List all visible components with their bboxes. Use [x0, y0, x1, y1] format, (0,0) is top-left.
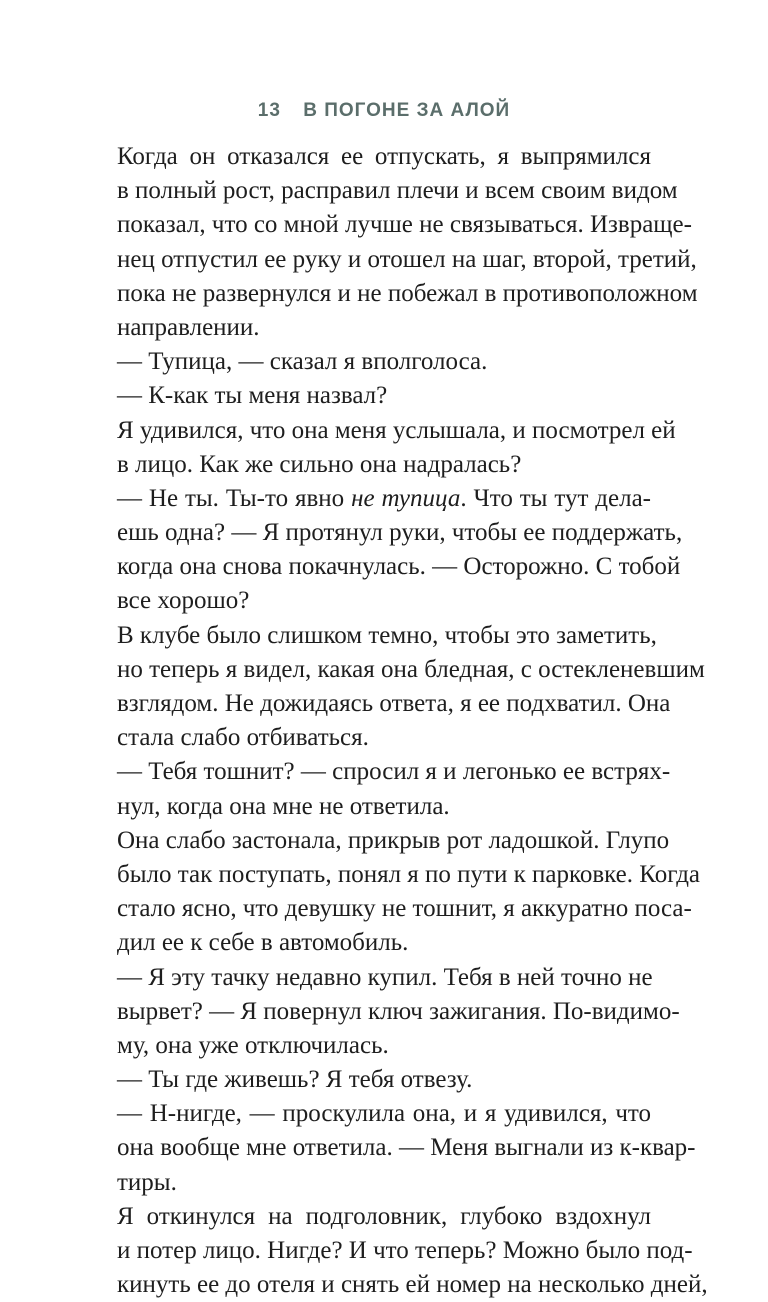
line-text: дил ее к себе в автомобиль. — [117, 929, 409, 957]
line-text: нец отпустил ее руку и отошел на шаг, второй, третий, — [117, 245, 697, 273]
text-line — [117, 448, 651, 482]
line-text: — Тебя тошнит? — спросил я и легонько ее встрях- — [117, 758, 671, 786]
line-text: — Я эту тачку недавно купил. Тебя в ней точно не — [117, 963, 653, 991]
line-text: когда она снова покачнулась. — Осторожно. С тобой — [117, 553, 681, 581]
text-line — [117, 961, 651, 995]
text-line — [117, 687, 671, 721]
line-text: — К-как ты меня назвал? — [117, 382, 388, 410]
line-text: ешь одна? — Я протянул руки, чтобы ее поддержать, — [117, 519, 683, 547]
line-text: Я удивился, что она меня услышала, и посмотрел ей — [117, 416, 676, 444]
text-line — [117, 1029, 651, 1063]
text-line — [117, 1200, 651, 1234]
text-line — [117, 1131, 696, 1165]
line-text: нул, когда она мне не ответила. — [117, 792, 450, 820]
text-line — [117, 584, 651, 618]
text-line — [117, 755, 671, 789]
body-text — [117, 140, 708, 1302]
line-text: в лицо. Как же сильно она надралась? — [117, 450, 522, 478]
text-line — [117, 721, 651, 755]
line-text: — Не ты. Ты-то явно — [117, 484, 352, 512]
text-line — [117, 482, 651, 516]
text-line — [117, 414, 676, 448]
line-text-continued: . Что ты тут дела- — [460, 484, 651, 512]
line-text: показал, что со мной лучше не связываться. Извраще- — [117, 211, 692, 239]
text-line — [117, 1097, 651, 1131]
emphasis-text: не тупица — [351, 484, 461, 512]
text-line — [117, 824, 670, 858]
text-line — [117, 277, 698, 311]
text-line — [117, 619, 657, 653]
line-text: Она слабо застонала, прикрыв рот ладошкой. Глупо — [117, 826, 670, 854]
line-text: — Тупица, — сказал я вполголоса. — [117, 348, 488, 376]
line-text: пока не развернулся и не побежал в противоположном — [117, 279, 698, 307]
text-line — [117, 1234, 693, 1268]
line-text: тиры. — [117, 1168, 177, 1196]
text-line — [117, 1268, 708, 1302]
text-line — [117, 995, 680, 1029]
text-line — [117, 243, 697, 277]
text-line — [117, 174, 678, 208]
line-text: в полный рост, расправил плечи и всем своим видом — [117, 177, 678, 205]
line-text: вырвет? — Я повернул ключ зажигания. По-видимо- — [117, 997, 680, 1025]
text-line — [117, 653, 705, 687]
line-text: Я откинулся на подголовник, глубоко вздохнул — [117, 1202, 651, 1230]
line-text: она вообще мне ответила. — Меня выгнали из к-квар- — [117, 1134, 696, 1162]
line-text: взглядом. Не дожидаясь ответа, я ее подхватил. Она — [117, 690, 671, 717]
line-text: му, она уже отключилась. — [117, 1031, 389, 1059]
running-title: В ПОГОНЕ ЗА АЛОЙ — [303, 100, 511, 121]
text-line — [117, 926, 651, 960]
text-line — [117, 1166, 651, 1200]
line-text: стало ясно, что девушку не тошнит, я аккуратно поса- — [117, 895, 692, 923]
text-line — [117, 140, 651, 174]
text-line — [117, 790, 651, 824]
text-line — [117, 858, 701, 892]
text-line — [117, 550, 681, 584]
line-text: стала слабо отбиваться. — [117, 724, 369, 752]
page-number: 13 — [257, 100, 281, 121]
line-text: было так поступать, понял я по пути к парковке. Когда — [117, 860, 701, 888]
line-text: Когда он отказался ее отпускать, я выпрямился — [117, 143, 651, 170]
line-text: — Ты где живешь? Я тебя отвезу. — [117, 1066, 473, 1094]
line-text: но теперь я видел, какая она бледная, с остекленевшим — [117, 655, 705, 683]
text-line — [117, 516, 683, 550]
line-text: — Н-нигде, — проскулила она, и я удивился, что — [117, 1100, 651, 1128]
line-text: В клубе было слишком темно, чтобы это заметить, — [117, 621, 657, 649]
line-text: кинуть ее до отеля и снять ей номер на несколько дней, — [117, 1271, 708, 1299]
line-text: и потер лицо. Нигде? И что теперь? Можно было под- — [117, 1237, 693, 1264]
line-text: направлении. — [117, 313, 260, 341]
text-line — [117, 345, 651, 379]
text-line — [117, 892, 692, 926]
text-line — [117, 1063, 651, 1097]
line-text: все хорошо? — [117, 587, 250, 615]
text-line — [117, 208, 692, 242]
running-header — [0, 100, 768, 122]
text-line — [117, 311, 651, 345]
text-line — [117, 379, 651, 413]
